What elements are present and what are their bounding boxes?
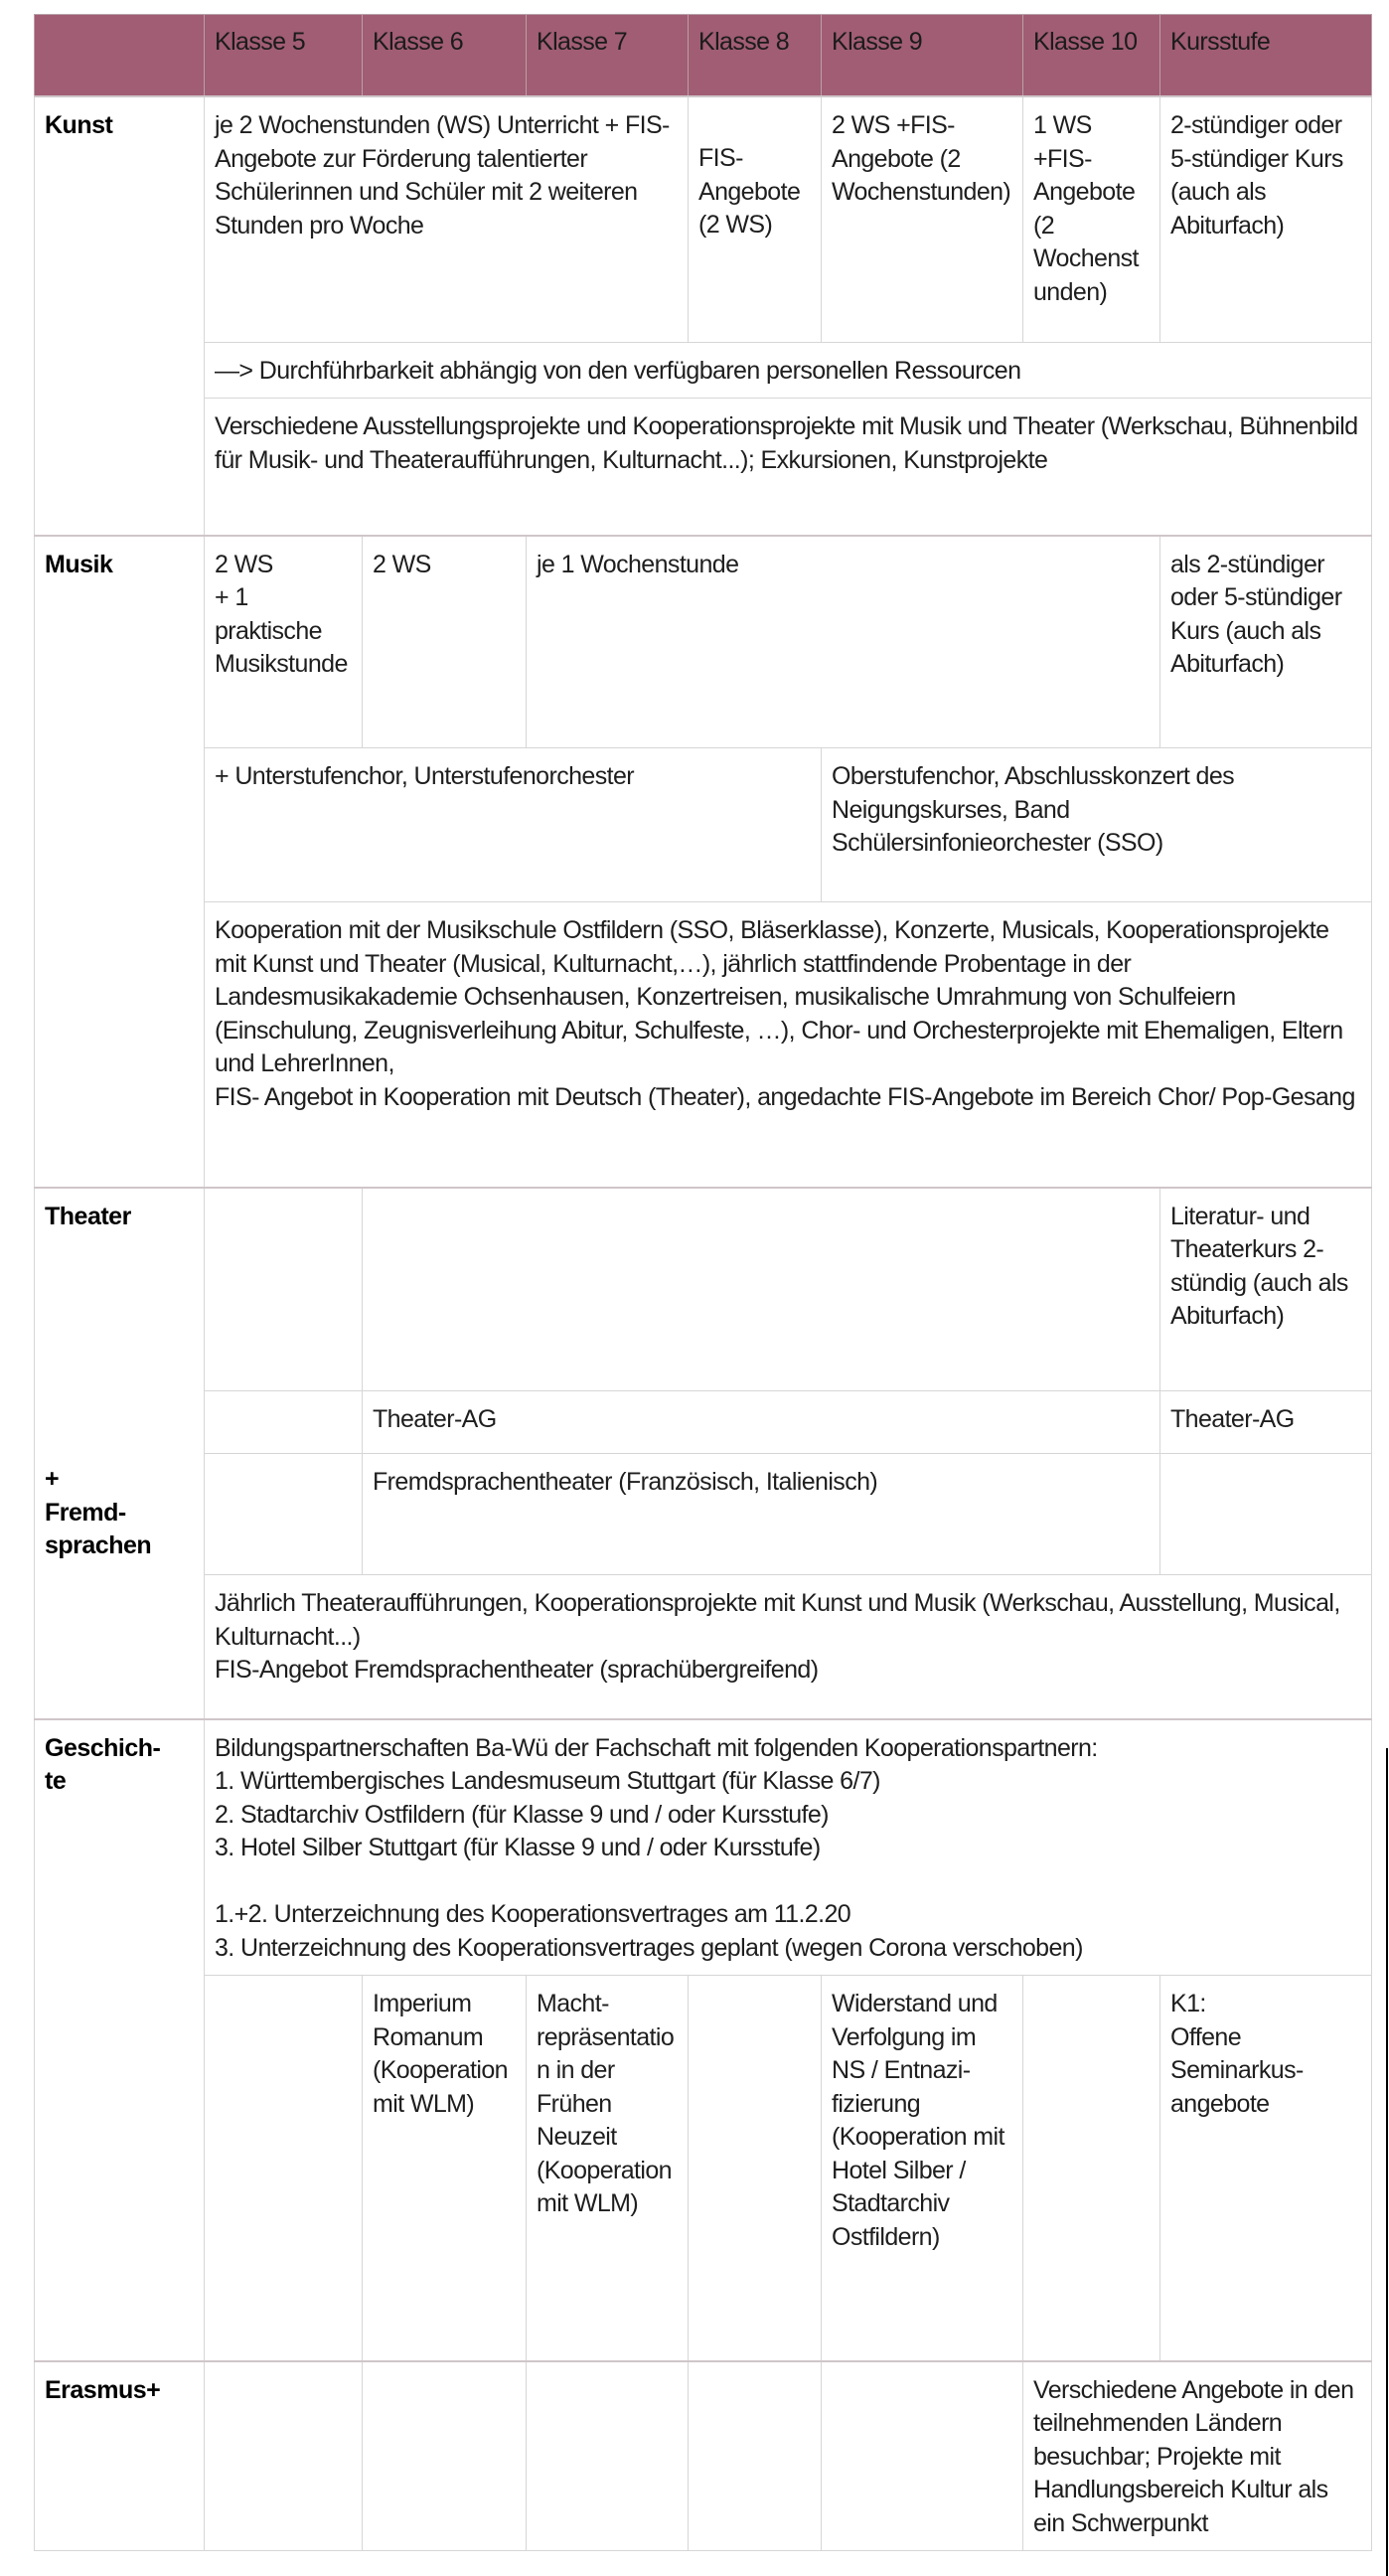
theater-row: [35, 1188, 1372, 1391]
header-corner: [35, 15, 205, 97]
theater-klasse-6-10-empty: [363, 1188, 1160, 1391]
musik-ensembles-row: [35, 748, 1372, 902]
table-header: [35, 15, 1372, 97]
musik-unterstufe: + Unterstufenchor, Unterstufenorchester: [205, 748, 822, 902]
header-klasse-9: Klasse 9: [822, 15, 1023, 97]
erasmus-klasse-5-empty: [205, 2361, 363, 2551]
subject-theater-label: Theater: [45, 1202, 131, 1230]
erasmus-klasse-8-empty: [689, 2361, 822, 2551]
subject-geschichte: [35, 1719, 205, 2361]
kunst-projects-row: [35, 399, 1372, 536]
geschichte-partners: Bildungspartnerschaften Ba-Wü der Fachschaft mit folgenden Kooperationspartnern: 1. Württembergisches Landesmuseum Stuttgart (für Klasse 6/7) 2. Stadtarchiv Ostfildern (für Klasse 9 und / oder Kursstufe) 3. Hotel Silber Stuttgart (für Klasse 9 und / oder Kursstufe) 1.+2. Unterzeichnung des Kooperationsvertrages am 11.2.20 3. Unterzeichnung des Kooperationsvertrages geplant (wegen Corona verschoben): [205, 1719, 1372, 1976]
theater-klasse-5-empty: [205, 1188, 363, 1391]
curriculum-table: [34, 14, 1371, 2551]
erasmus-klasse-10-kursstufe: Verschiedene Angebote in den teilnehmenden Ländern besuchbar; Projekte mit Handlungsbereich Kultur als ein Schwerpunkt: [1023, 2361, 1372, 2551]
page-edge-scroll-indicator: [1386, 1748, 1388, 2576]
geschichte-row: [35, 1719, 1372, 1976]
kunst-klasse-10: 1 WS +FIS-Angebote (2 Wochenstunden): [1023, 96, 1160, 342]
theater-projects: Jährlich Theateraufführungen, Kooperationsprojekte mit Kunst und Musik (Werkschau, Ausstellung, Musical, Kulturnacht...) FIS-Angebot Fremdsprachentheater (sprachübergreifend): [205, 1575, 1372, 1719]
geschichte-klasse-7: Macht-repräsentation in der Frühen Neuzeit (Kooperation mit WLM): [527, 1976, 689, 2361]
kunst-note-row: [35, 342, 1372, 399]
erasmus-klasse-9-empty: [822, 2361, 1023, 2551]
musik-projects-row: [35, 902, 1372, 1188]
header-klasse-6: Klasse 6: [363, 15, 527, 97]
theater-ag-row: [35, 1391, 1372, 1454]
kunst-kursstufe: 2-stündiger oder 5-stündiger Kurs (auch als Abiturfach): [1160, 96, 1372, 342]
fremdsprachentheater-klasse-5-empty: [205, 1454, 363, 1575]
musik-kursstufe: als 2-stündiger oder 5-stündiger Kurs (auch als Abiturfach): [1160, 536, 1372, 748]
kunst-klasse-8: [689, 96, 822, 342]
subject-kunst: Kunst: [35, 96, 205, 536]
theater-ag-kursstufe: Theater-AG: [1160, 1391, 1372, 1454]
erasmus-row: [35, 2361, 1372, 2551]
musik-klasse-7-10: je 1 Wochenstunde: [527, 536, 1160, 748]
kunst-row: [35, 96, 1372, 342]
kunst-projects: Verschiedene Ausstellungsprojekte und Kooperationsprojekte mit Musik und Theater (Werkschau, Bühnenbild für Musik- und Theateraufführungen, Kulturnacht...); Exkursionen, Kunstprojekte: [205, 399, 1372, 536]
musik-klasse-5: 2 WS + 1 praktische Musikstunde: [205, 536, 363, 748]
musik-row: [35, 536, 1372, 748]
subject-erasmus: Erasmus+: [35, 2361, 205, 2551]
fremdsprachentheater: Fremdsprachentheater (Französisch, Italienisch): [363, 1454, 1160, 1575]
fremdsprachentheater-kursstufe-empty: [1160, 1454, 1372, 1575]
header-klasse-8: Klasse 8: [689, 15, 822, 97]
musik-oberstufe: Oberstufenchor, Abschlusskonzert des Neigungskurses, Band Schülersinfonieorchester (SSO): [822, 748, 1372, 902]
musik-klasse-6: 2 WS: [363, 536, 527, 748]
header-row: [35, 15, 1372, 97]
theater-ag-mittelstufe: Theater-AG: [363, 1391, 1160, 1454]
kunst-note: —> Durchführbarkeit abhängig von den verfügbaren personellen Ressourcen: [205, 342, 1372, 399]
theater-kursstufe: Literatur- und Theaterkurs 2-stündig (auch als Abiturfach): [1160, 1188, 1372, 1391]
kunst-klasse-8-text: FIS-Angebote (2 WS): [698, 144, 801, 239]
fremdsprachentheater-row: [35, 1454, 1372, 1575]
subject-fremdsprachen-label: + Fremd-sprachen: [45, 1465, 152, 1559]
theater-projects-row: [35, 1575, 1372, 1719]
geschichte-klasse-6: Imperium Romanum (Kooperation mit WLM): [363, 1976, 527, 2361]
header-klasse-7: Klasse 7: [527, 15, 689, 97]
geschichte-klasse-9: Widerstand und Verfolgung im NS / Entnazi-fizierung (Kooperation mit Hotel Silber / Stadtarchiv Ostfildern): [822, 1976, 1023, 2361]
geschichte-topics-row: [35, 1976, 1372, 2361]
erasmus-klasse-6-empty: [363, 2361, 527, 2551]
header-klasse-5: Klasse 5: [205, 15, 363, 97]
geschichte-kursstufe: K1: Offene Seminarkus-angebote: [1160, 1976, 1372, 2361]
geschichte-klasse-8-empty: [689, 1976, 822, 2361]
erasmus-klasse-7-empty: [527, 2361, 689, 2551]
subject-musik: Musik: [35, 536, 205, 1188]
geschichte-klasse-10-empty: [1023, 1976, 1160, 2361]
geschichte-klasse-5-empty: [205, 1976, 363, 2361]
subject-geschichte-label: Geschich- te: [45, 1733, 161, 1795]
theater-ag-klasse-5-empty: [205, 1391, 363, 1454]
kunst-klasse-9: 2 WS +FIS-Angebote (2 Wochenstunden): [822, 96, 1023, 342]
subject-theater: [35, 1188, 205, 1719]
kunst-klasse-5-7: je 2 Wochenstunden (WS) Unterricht + FIS-Angebote zur Förderung talentierter Schülerinnen und Schüler mit 2 weiteren Stunden pro Woche: [205, 96, 689, 342]
header-kursstufe: Kursstufe: [1160, 15, 1372, 97]
header-klasse-10: Klasse 10: [1023, 15, 1160, 97]
musik-projects: Kooperation mit der Musikschule Ostfildern (SSO, Bläserklasse), Konzerte, Musicals, Kooperationsprojekte mit Kunst und Theater (Musical, Kulturnacht,…), jährlich stattfindende Probentage in der Landesmusikakademie Ochsenhausen, Konzertreisen, musikalische Umrahmung von Schulfeiern (Einschulung, Zeugnisverleihung Abitur, Schulfeste, …), Chor- und Orchesterprojekte mit Ehemaligen, Eltern und LehrerInnen, FIS- Angebot in Kooperation mit Deutsch (Theater), angedachte FIS-Angebote im Bereich Chor/ Pop-Gesang: [205, 902, 1372, 1188]
